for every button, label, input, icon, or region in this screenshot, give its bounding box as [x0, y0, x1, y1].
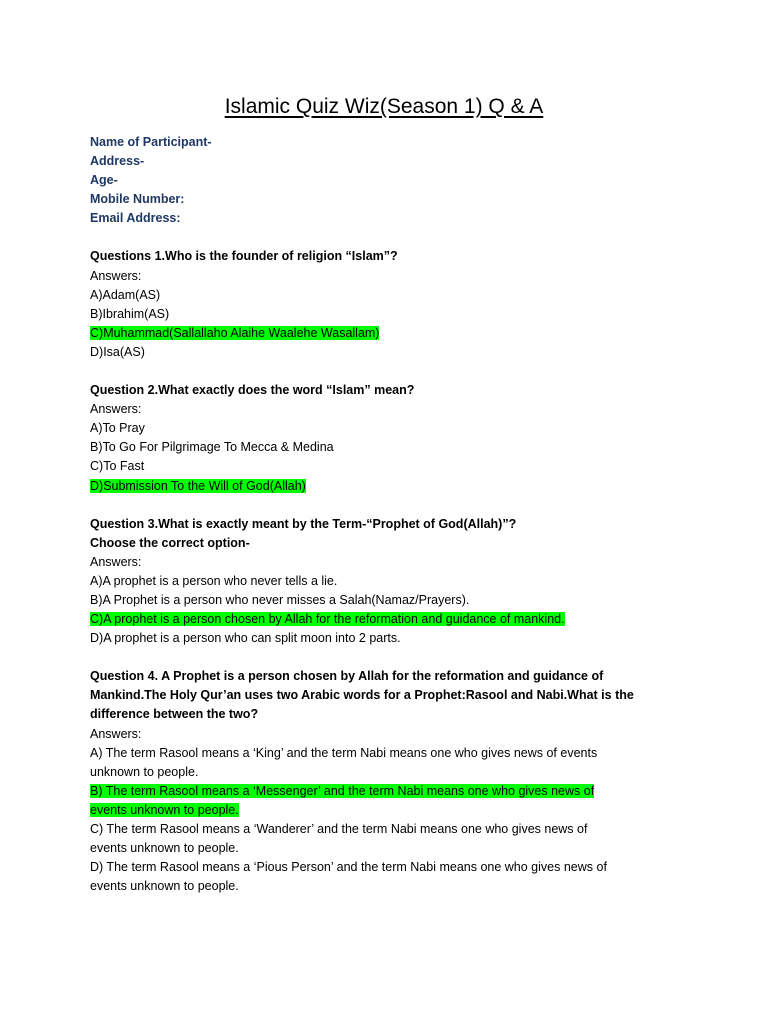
participant-fields	[90, 133, 680, 228]
field-email-address: Email Address:	[90, 211, 181, 226]
answers-label: Answers:	[90, 554, 142, 569]
question-3-option-b	[90, 591, 680, 610]
option-text: D)Isa(AS)	[90, 344, 145, 359]
question-4-option-a-line-2	[90, 763, 680, 782]
question-1-option-d	[90, 343, 680, 362]
question-4-text-line-2: Mankind.The Holy Qur’an uses two Arabic words for a Prophet:Rasool and Nabi.What is the	[90, 688, 634, 703]
question-1-option-a	[90, 286, 680, 305]
option-text: C)To Fast	[90, 459, 145, 474]
question-block-2	[90, 381, 680, 496]
question-1-option-b	[90, 305, 680, 324]
answers-label: Answers:	[90, 402, 142, 417]
question-4-text-line-3: difference between the two?	[90, 707, 259, 722]
field-name-of-participant: Name of Participant-	[90, 135, 212, 149]
spacer	[90, 648, 680, 667]
document-body	[90, 133, 680, 896]
field-age: Age-	[90, 173, 118, 188]
correct-answer-highlight: D)Submission To the Will of God(Allah)	[90, 478, 306, 493]
option-text: events unknown to people.	[90, 879, 239, 894]
option-text: A)Adam(AS)	[90, 287, 161, 302]
correct-answer-highlight: events unknown to people.	[90, 802, 239, 817]
answers-label: Answers:	[90, 268, 142, 283]
option-text: D) The term Rasool means a ‘Pious Person’ and the term Nabi means one who gives news of	[90, 860, 607, 875]
question-2-option-d-correct	[90, 477, 680, 496]
question-1-option-c-correct	[90, 324, 680, 343]
option-text: events unknown to people.	[90, 841, 239, 856]
field-mobile-number: Mobile Number:	[90, 192, 185, 207]
question-block-3	[90, 515, 680, 649]
question-4-option-b-correct-line-1	[90, 782, 680, 801]
question-4-option-d-line-2	[90, 877, 680, 896]
option-text: A) The term Rasool means a ‘King’ and the term Nabi means one who gives news of events	[90, 745, 598, 760]
question-4-option-c-line-1	[90, 820, 680, 839]
question-2-option-b	[90, 438, 680, 457]
question-2-option-a	[90, 419, 680, 438]
question-3-text-line-2: Choose the correct option-	[90, 535, 250, 550]
question-1-text: Questions 1.Who is the founder of religion “Islam”?	[90, 249, 398, 264]
field-address: Address-	[90, 154, 145, 169]
option-text: B)A Prophet is a person who never misses a Salah(Namaz/Prayers).	[90, 592, 470, 607]
question-4-text-line-1: Question 4. A Prophet is a person chosen by Allah for the reformation and guidance of	[90, 669, 604, 684]
spacer	[90, 228, 680, 247]
document-title	[0, 94, 768, 120]
question-4-option-b-correct-line-2	[90, 801, 680, 820]
question-block-1	[90, 247, 680, 362]
correct-answer-highlight: B) The term Rasool means a ‘Messenger’ and the term Nabi means one who gives news of	[90, 783, 595, 798]
answers-label: Answers:	[90, 726, 142, 741]
option-text: B)To Go For Pilgrimage To Mecca & Medina	[90, 440, 334, 455]
question-block-4	[90, 667, 680, 896]
option-text: unknown to people.	[90, 764, 199, 779]
question-3-option-c-correct	[90, 610, 680, 629]
question-3-text-line-1: Question 3.What is exactly meant by the Term-“Prophet of God(Allah)”?	[90, 516, 517, 531]
correct-answer-highlight: C)A prophet is a person chosen by Allah for the reformation and guidance of mankind.	[90, 612, 565, 627]
correct-answer-highlight: C)Muhammad(Sallallaho Alaihe Waalehe Wasallam)	[90, 325, 380, 340]
option-text: A)To Pray	[90, 421, 145, 436]
question-4-option-d-line-1	[90, 858, 680, 877]
option-text: B)Ibrahim(AS)	[90, 306, 170, 321]
question-3-option-d	[90, 629, 680, 648]
document-title-text: Islamic Quiz Wiz(Season 1) Q & A	[224, 95, 544, 118]
spacer	[90, 362, 680, 381]
question-3-option-a	[90, 572, 680, 591]
option-text: D)A prophet is a person who can split moon into 2 parts.	[90, 631, 401, 646]
question-2-text: Question 2.What exactly does the word “Islam” mean?	[90, 383, 415, 398]
question-4-option-c-line-2	[90, 839, 680, 858]
question-2-option-c	[90, 457, 680, 476]
spacer	[90, 496, 680, 515]
option-text: A)A prophet is a person who never tells a lie.	[90, 573, 338, 588]
question-4-option-a-line-1	[90, 744, 680, 763]
option-text: C) The term Rasool means a ‘Wanderer’ and the term Nabi means one who gives news of	[90, 822, 588, 836]
